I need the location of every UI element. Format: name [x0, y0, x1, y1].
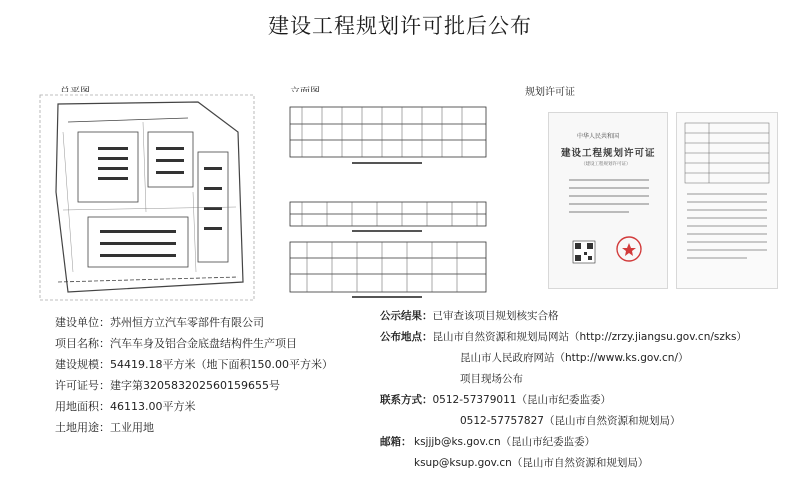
- info-land-use-row: 土地用途：工业用地: [55, 421, 154, 434]
- site-plan-drawing: [38, 92, 258, 304]
- contact-phone-1: 0512-57379011（昆山市纪委监委）: [432, 394, 611, 406]
- place-link-zrzy[interactable]: 昆山市自然资源和规划局网站（http://zrzy.jiangsu.gov.cn/szks）: [432, 331, 747, 343]
- email-row-1: 邮箱： ksjjjb@ks.gov.cn（昆山市纪委监委）: [380, 436, 596, 448]
- place-link-gov[interactable]: 昆山市人民政府网站（http://www.ks.gov.cn/）: [460, 352, 689, 364]
- place-row-3: [380, 369, 747, 390]
- project-info: [55, 312, 333, 438]
- result-row: 公示结果：已审查该项目规划核实合格: [380, 310, 559, 322]
- permit-certificate-front: [548, 112, 668, 289]
- contact-row-2: [380, 411, 747, 432]
- info-scale-row: 建设规模：54419.18平方米（地下面积150.00平方米）: [55, 358, 333, 371]
- qr-code-icon: [573, 241, 595, 263]
- info-scale-value: 54419.18平方米（地下面积150.00平方米）: [110, 358, 333, 371]
- info-unit-row: 建设单位：苏州恒方立汽车零部件有限公司: [55, 316, 264, 329]
- info-permit-no-row: 许可证号：建字第320583202560159655号: [55, 379, 280, 392]
- place-row-1: 公布地点：昆山市自然资源和规划局网站（http://zrzy.jiangsu.gov.cn/szks）: [380, 331, 747, 343]
- email-row-2: [380, 453, 747, 474]
- place-site: 项目现场公布: [460, 373, 523, 385]
- email-link-2[interactable]: ksup@ksup.gov.cn（昆山市自然资源和规划局）: [414, 457, 649, 469]
- elevation-drawing: [282, 92, 494, 304]
- info-land-area-row: 用地面积：46113.00平方米: [55, 400, 196, 413]
- permit-name: 建设工程规划许可证: [561, 148, 656, 159]
- result-value: 已审查该项目规划核实合格: [432, 310, 559, 322]
- contact-row-1: 联系方式：0512-57379011（昆山市纪委监委）: [380, 394, 611, 406]
- info-permit-no-value: 建字第320583202560159655号: [110, 379, 280, 392]
- info-project-row: 项目名称：汽车车身及铝合金底盘结构件生产项目: [55, 337, 297, 350]
- permit-table-graphics: [677, 113, 777, 288]
- permit-body-graphics: [549, 113, 667, 288]
- info-unit-value: 苏州恒方立汽车零部件有限公司: [110, 316, 264, 329]
- info-land-use-value: 工业用地: [110, 421, 154, 434]
- red-seal-icon: [617, 237, 641, 261]
- publication-info: [380, 306, 747, 474]
- page-title: 建设工程规划许可批后公布: [268, 14, 532, 38]
- permit-issuer: 中华人民共和国: [577, 133, 620, 140]
- permit-subtitle: （建设工程规划许可证）: [581, 162, 631, 167]
- contact-phone-2: 0512-57757827（昆山市自然资源和规划局）: [460, 415, 681, 427]
- info-project-value: 汽车车身及铝合金底盘结构件生产项目: [110, 337, 297, 350]
- permit-label: 规划许可证: [525, 87, 575, 98]
- info-land-area-value: 46113.00平方米: [110, 400, 196, 413]
- permit-certificate-back: [676, 112, 778, 289]
- email-link-1[interactable]: ksjjjb@ks.gov.cn（昆山市纪委监委）: [414, 436, 596, 448]
- place-row-2: [380, 348, 747, 369]
